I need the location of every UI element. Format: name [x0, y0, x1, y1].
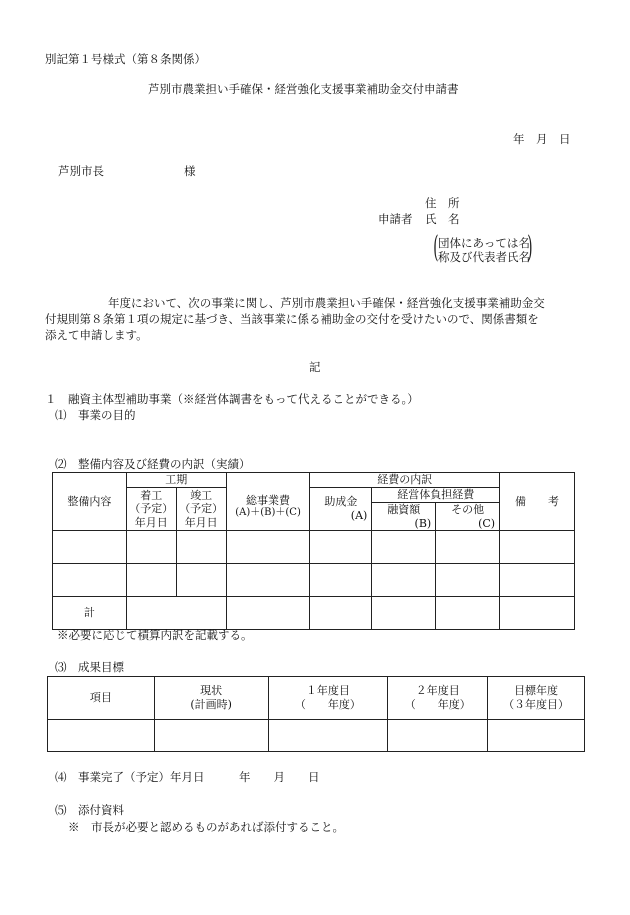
year2-label: ２年度目 — [415, 684, 460, 698]
col-item-header: 項目 — [48, 677, 155, 720]
loan-code: (B) — [414, 516, 432, 530]
target-sub: （３年度目） — [503, 698, 570, 711]
cell[interactable] — [372, 597, 436, 630]
cell[interactable] — [176, 531, 226, 564]
right-paren: ) — [527, 230, 533, 265]
col-start-header — [126, 488, 176, 531]
table-row — [53, 564, 575, 597]
total-row-label: 計 — [53, 597, 127, 630]
col-end-header — [176, 488, 226, 531]
year1-sub: （ 年度） — [294, 698, 361, 711]
start-label: 着工 — [140, 488, 163, 502]
expense-table — [52, 472, 575, 630]
subsection-3: ⑶ 成果目標 — [55, 660, 124, 674]
cell[interactable] — [226, 564, 310, 597]
col-total-header — [226, 473, 310, 531]
year1-label: １年度目 — [305, 684, 350, 698]
current-label: 現状 — [200, 684, 223, 698]
cell[interactable] — [310, 564, 372, 597]
attachment-note: ※ 市長が必要と認めるものがあれば添付すること。 — [68, 820, 344, 834]
honorific: 様 — [184, 164, 196, 178]
start-planned: （予定） — [129, 502, 174, 516]
cell[interactable] — [126, 531, 176, 564]
col-remarks-header: 備 考 — [500, 473, 575, 531]
body-line-2: 付規則第８条第１項の規定に基づき、当該事業に係る補助金の交付を受けたいので、関係書類を — [45, 312, 539, 326]
subsection-1: ⑴ 事業の目的 — [55, 408, 136, 422]
col-target-header — [488, 677, 585, 720]
cell[interactable] — [48, 720, 155, 752]
cell[interactable] — [53, 564, 127, 597]
cell[interactable] — [388, 720, 488, 752]
subsidy-code: (A) — [350, 509, 368, 523]
left-paren: ( — [433, 230, 439, 265]
col-item-header: 整備内容 — [53, 473, 127, 531]
subsection-5: ⑸ 添付資料 — [55, 803, 124, 817]
applicant-label: 申請者 — [378, 212, 413, 226]
col-year2-header — [388, 677, 488, 720]
addressee: 芦別市長 — [58, 164, 104, 178]
subsidy-label: 助成金 — [324, 495, 358, 509]
cell[interactable] — [176, 564, 226, 597]
cell[interactable] — [372, 531, 436, 564]
cell[interactable] — [500, 564, 575, 597]
date-line: 年 月 日 — [513, 132, 571, 146]
end-planned: （予定） — [179, 502, 224, 516]
cell[interactable] — [126, 564, 176, 597]
form-label: 別記第１号様式（第８条関係） — [45, 52, 206, 66]
cell[interactable] — [226, 531, 310, 564]
cell[interactable] — [436, 531, 500, 564]
cell[interactable] — [372, 564, 436, 597]
end-label: 竣工 — [190, 488, 213, 502]
cell[interactable] — [268, 720, 388, 752]
col-year1-header — [268, 677, 388, 720]
col-subsidy-header — [310, 488, 372, 531]
org-note-line1: 団体にあっては名 — [438, 236, 530, 250]
cell[interactable] — [500, 531, 575, 564]
cell[interactable] — [436, 564, 500, 597]
col-other-header — [436, 502, 500, 531]
total-formula: (A)＋(B)＋(C) — [235, 507, 301, 519]
document-title: 芦別市農業担い手確保・経営強化支援事業補助金交付申請書 — [148, 82, 459, 96]
current-sub: (計画時) — [190, 698, 232, 711]
cell[interactable] — [488, 720, 585, 752]
table-row — [48, 720, 585, 752]
section-1-heading: １ 融資主体型補助事業（※経営体調書をもって代えることができる。） — [45, 392, 419, 406]
body-line-3: 添えて申請します。 — [45, 328, 148, 342]
col-breakdown-header: 経費の内訳 — [310, 473, 500, 488]
name-label: 氏 名 — [425, 212, 460, 226]
cell[interactable] — [436, 597, 500, 630]
loan-label: 融資額 — [387, 502, 421, 516]
org-note-line2: 称及び代表者氏名 — [438, 250, 530, 264]
cell[interactable] — [310, 531, 372, 564]
col-loan-header — [372, 502, 436, 531]
target-label: 目標年度 — [514, 684, 559, 698]
ki-heading: 記 — [309, 360, 321, 374]
other-label: その他 — [451, 502, 485, 516]
subsection-4: ⑷ 事業完了（予定）年月日 年 月 日 — [55, 770, 320, 784]
cell[interactable] — [154, 720, 268, 752]
cell[interactable] — [226, 597, 310, 630]
cell[interactable] — [500, 597, 575, 630]
total-label: 総事業費 — [246, 493, 291, 507]
start-date: 年月日 — [134, 516, 168, 529]
year2-sub: （ 年度） — [404, 698, 471, 711]
col-burden-header: 経営体負担経費 — [372, 488, 500, 503]
table-note: ※必要に応じて積算内訳を記載する。 — [57, 628, 253, 642]
address-label: 住 所 — [425, 196, 460, 210]
col-period-header: 工期 — [126, 473, 226, 488]
cell[interactable] — [310, 597, 372, 630]
body-line-1: 年度において、次の事業に関し、芦別市農業担い手確保・経営強化支援事業補助金交 — [108, 296, 545, 310]
end-date: 年月日 — [184, 516, 218, 529]
target-table — [47, 676, 585, 752]
subsection-2: ⑵ 整備内容及び経費の内訳（実績） — [55, 457, 251, 471]
other-code: (C) — [478, 516, 496, 530]
table-row — [53, 531, 575, 564]
total-row — [53, 597, 575, 630]
cell[interactable] — [53, 531, 127, 564]
cell[interactable] — [126, 597, 226, 630]
col-current-header — [154, 677, 268, 720]
